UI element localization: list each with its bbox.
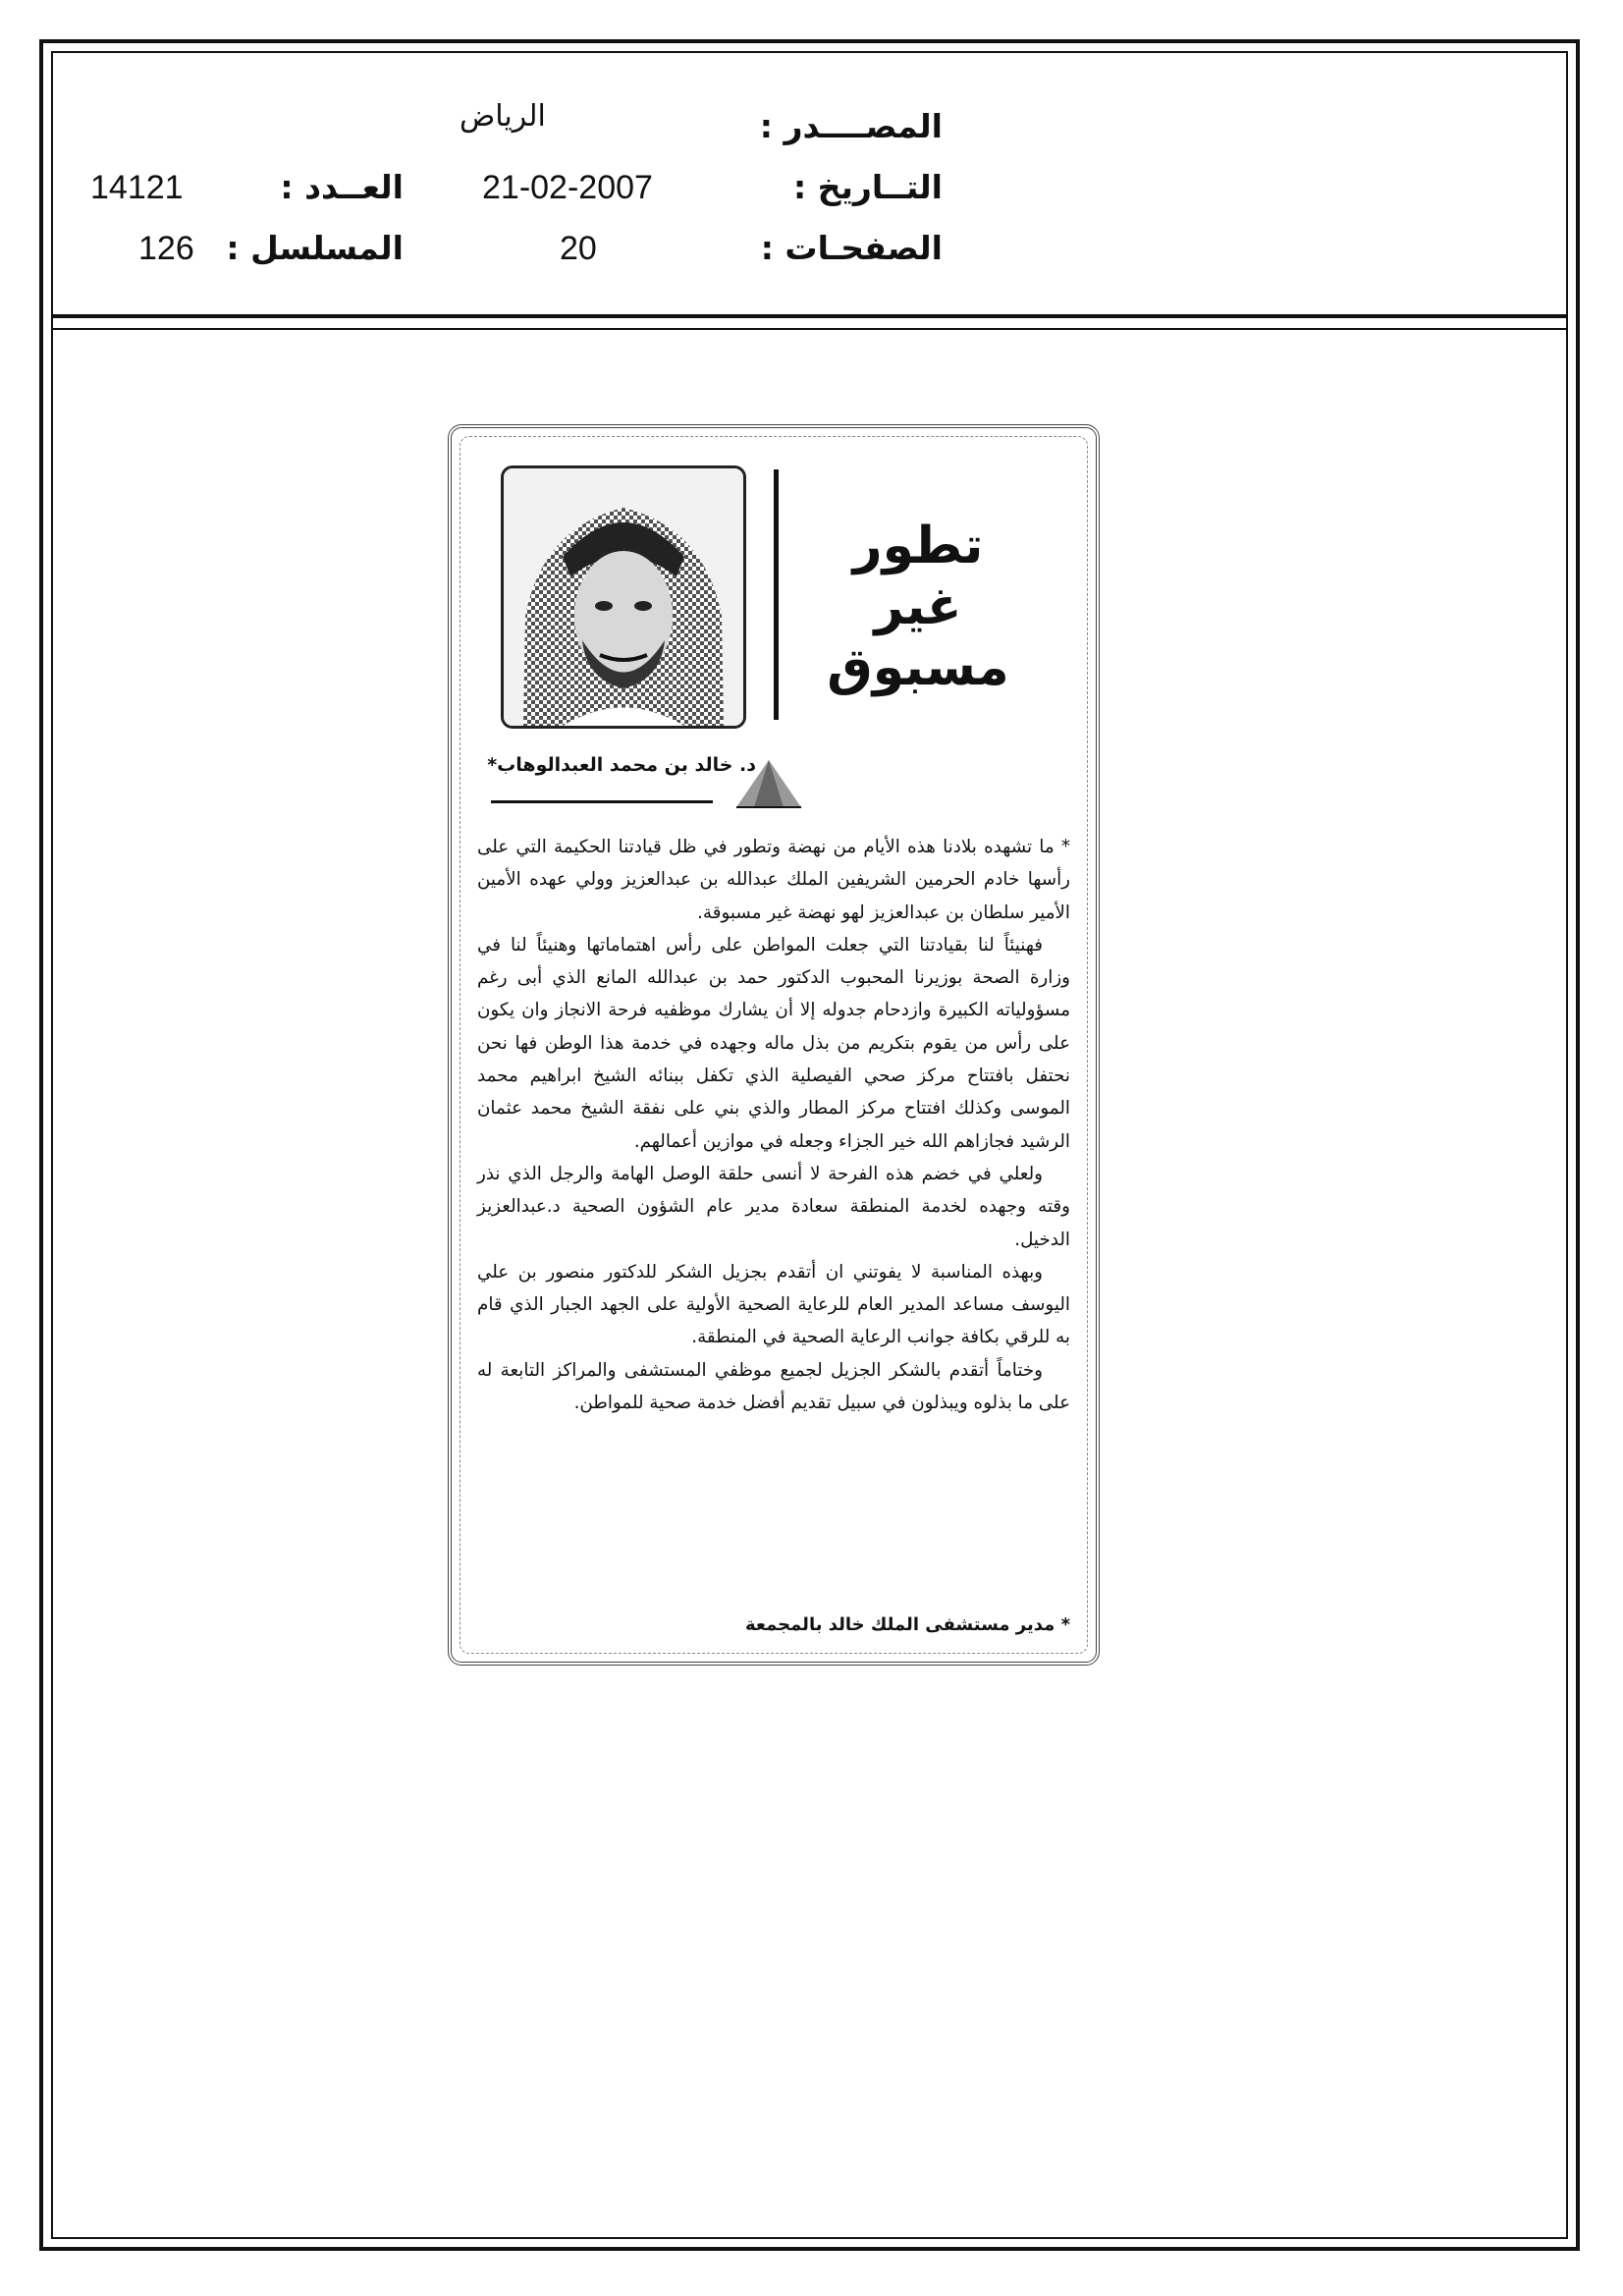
serial-label: المسلسل : <box>226 229 404 267</box>
article-paragraph: وختاماً أتقدم بالشكر الجزيل لجميع موظفي المستشفى والمراكز التابعة له على ما بذلوه ويبذلون في سبيل تقديم أفضل خدمة صحية للمواطن. <box>477 1359 1070 1414</box>
article-body <box>477 831 1070 1419</box>
article-paragraph: فهنيئاً لنا بقيادتنا التي جعلت المواطن على رأس اهتماماتها وهنيئاً لنا في وزارة الصحة بوزيرنا المحبوب الدكتور حمد بن عبدالله المانع الذي أبى رغم مسؤولياته الكبيرة وازدحام جدوله إلا أن يشارك موظفيه فرحة الانجاز وان يكون على رأس من يقوم بتكريم من بذل ماله وجهده في خدمة هذا الوطن فها نحن نحتفل بافتتاح مركز صحي الفيصلية الذي تكفل ببنائه الشيخ ابراهيم محمد الموسى وكذلك افتتاح مركز المطار والذي بني على نفقة الشيخ محمد عثمان الرشيد فجازاهم الله خير الجزاء وجعله في موازين أعمالهم. <box>477 934 1070 1152</box>
article-author: د. خالد بن محمد العبدالوهاب* <box>487 754 756 776</box>
issue-value: 14121 <box>90 169 184 206</box>
title-divider <box>774 469 779 720</box>
date-label: التــاريخ : <box>793 168 943 206</box>
article-title <box>795 516 1041 698</box>
article-paragraph: ولعلي في خضم هذه الفرحة لا أنسى حلقة الوصل الهامة والرجل الذي نذر وقته وجهده لخدمة المنطقة سعادة مدير عام الشؤون الصحية د.عبدالعزيز الدخيل. <box>477 1163 1070 1250</box>
author-portrait-icon <box>504 468 743 726</box>
serial-value: 126 <box>138 230 194 267</box>
pages-label: الصفحـات : <box>760 229 943 267</box>
issue-label: العــدد : <box>280 168 404 206</box>
date-value: 21-02-2007 <box>482 169 653 206</box>
author-underline <box>491 800 713 803</box>
article-paragraph: وبهذه المناسبة لا يفوتني ان أتقدم بجزيل الشكر للدكتور منصور بن علي اليوسف مساعد المدير العام للرعاية الصحية الأولية على الجهد الجبار الذي قام به للرقي بكافة جوانب الرعاية الصحية في المنطقة. <box>477 1261 1070 1348</box>
header-divider <box>51 314 1568 318</box>
pyramid-ornament-icon <box>734 758 803 809</box>
source-label: المصــــدر : <box>759 107 943 145</box>
title-line-1: تطور <box>852 517 984 575</box>
source-value: الرياض <box>460 99 546 134</box>
pages-value: 20 <box>560 230 597 267</box>
article-signoff: * مدير مستشفى الملك خالد بالمجمعة <box>745 1614 1070 1635</box>
title-line-3: مسبوق <box>827 638 1009 697</box>
title-line-2: غير <box>874 577 962 636</box>
header-divider-thin <box>51 328 1568 330</box>
article-paragraph: * ما تشهده بلادنا هذه الأيام من نهضة وتطور في ظل قيادتنا الحكيمة التي على رأسها خادم الحرمين الشريفين الملك عبدالله بن عبدالعزيز وولي عهده الأمين الأمير سلطان بن عبدالعزيز لهو نهضة غير مسبوقة. <box>477 837 1070 923</box>
author-photo <box>501 465 746 729</box>
